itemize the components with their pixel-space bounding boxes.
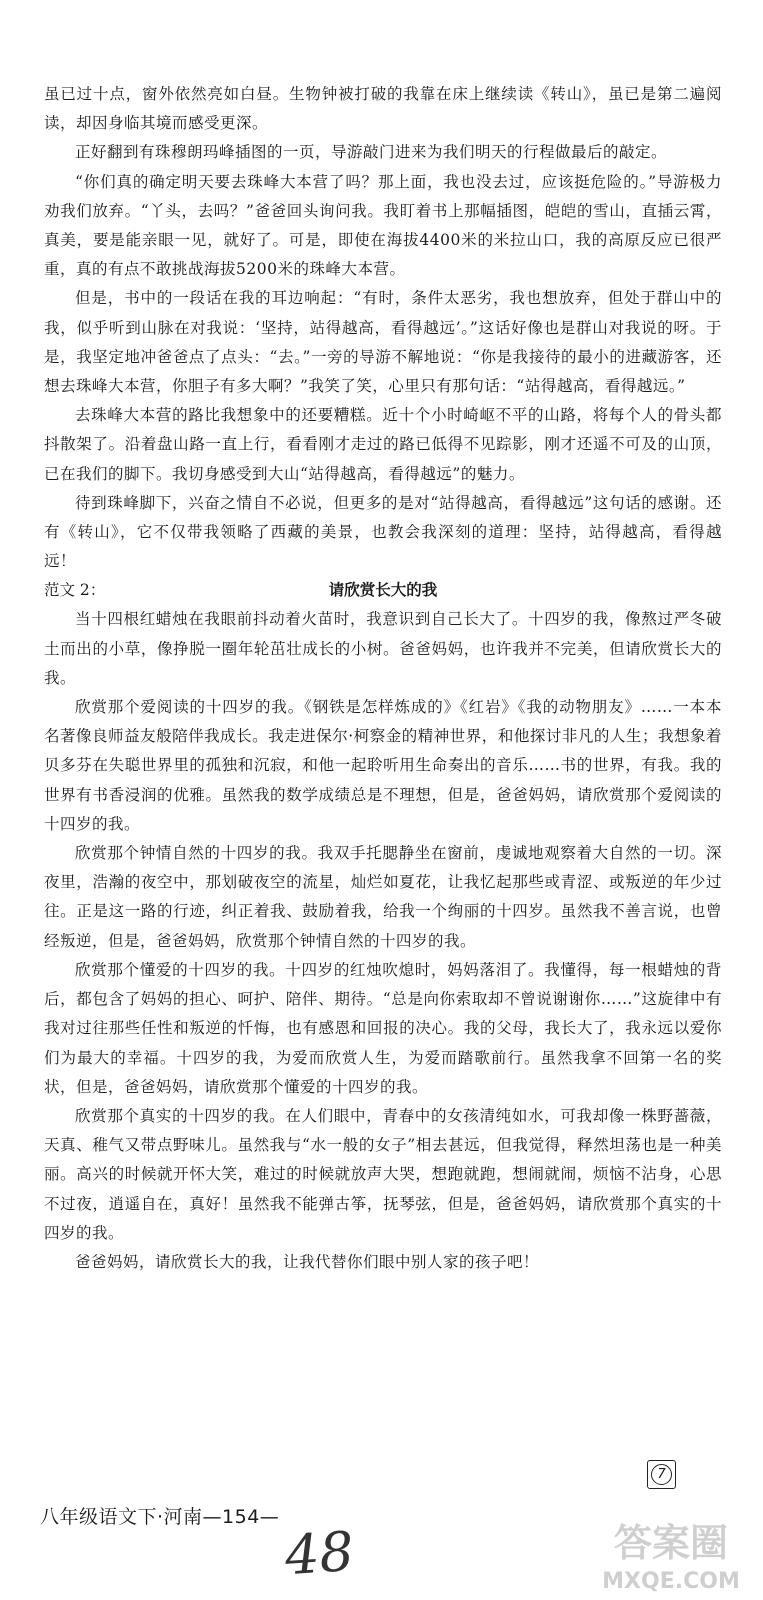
paragraph: 去珠峰大本营的路比我想象中的还要糟糕。近十个小时崎岖不平的山路，将每个人的骨头都抖散架了。沿着盘山路一直上行，看看刚才走过的路已低得不见踪影，刚才还遥不可及的山顶，已在我们的脚下。我切身感受到大山“站得越高，看得越远”的魅力。	[44, 406, 722, 483]
paragraph: 爸爸妈妈，请欣赏长大的我，让我代替你们眼中别人家的孩子吧！	[75, 1252, 540, 1271]
essay-2-label: 范文 2：	[44, 581, 106, 600]
page-marker-number: 7	[651, 1464, 672, 1485]
paragraph: 但是，书中的一段话在我的耳边响起：“有时，条件太恶劣，我也想放弃，但处于群山中的我，似乎听到山脉在对我说：‘坚持，站得越高，看得越远’。”这话好像也是群山对我说的呀。于是，我坚定地冲爸爸点了点头：“去。”一旁的导游不解地说：“你是我接待的最小的进藏游客，还想去珠峰大本营，你胆子有多大啊？”我笑了笑，心里只有那句话：“站得越高，看得越远。”	[44, 289, 722, 396]
paragraph: 待到珠峰脚下，兴奋之情自不必说，但更多的是对“站得越高，看得越远”这句话的感谢。还有《转山》，它不仅带我领略了西藏的美景，也教会我深刻的道理：坚持，站得越高，看得越远！	[44, 493, 722, 571]
essay-text	[44, 80, 722, 1277]
page-marker-box	[647, 1460, 676, 1489]
essay-2-title: 请欣赏长大的我	[328, 581, 438, 600]
paragraph: 当十四根红蜡烛在我眼前抖动着火苗时，我意识到自己长大了。十四岁的我，像熬过严冬破土而出的小草，像挣脱一圈年轮茁壮成长的小树。爸爸妈妈，也许我并不完美，但请欣赏长大的我。	[44, 610, 722, 687]
paragraph: 欣赏那个懂爱的十四岁的我。十四岁的红烛吹熄时，妈妈落泪了。我懂得，每一根蜡烛的背后，都包含了妈妈的担心、呵护、陪伴、期待。“总是向你索取却不曾说谢谢你……”这旋律中有我对过往那些任性和叛逆的忏悔，也有感恩和回报的决心。我的父母，我长大了，我永远以爱你们为最大的幸福。十四岁的我，为爱而欣赏人生，为爱而踏歌前行。虽然我拿不回第一名的奖状，但是，爸爸妈妈，请欣赏那个懂爱的十四岁的我。	[44, 960, 722, 1096]
svg-text:答案圈: 答案圈	[613, 1521, 729, 1565]
paragraph: 欣赏那个爱阅读的十四岁的我。《钢铁是怎样炼成的》《红岩》《我的动物朋友》……一本本名著像良师益友般陪伴我成长。我走进保尔·柯察金的精神世界，和他探讨非凡的人生；我想象着贝多芬在失聪世界里的孤独和沉寂，和他一起聆听用生命奏出的音乐……书的世界，有我。我的世界有书香浸润的优雅。虽然我的数学成绩总是不理想，但是，爸爸妈妈，请欣赏那个爱阅读的十四岁的我。	[44, 698, 722, 833]
paragraph: 欣赏那个钟情自然的十四岁的我。我双手托腮静坐在窗前，虔诚地观察着大自然的一切。深夜里，浩瀚的夜空中，那划破夜空的流星，灿烂如夏花，让我忆起那些或青涩、或叛逆的年少过往。正是这一路的行迹，纠正着我、鼓励着我，给我一个绚丽的十四岁。虽然我不善言说，也曾经叛逆，但是，爸爸妈妈，欣赏那个钟情自然的十四岁的我。	[44, 844, 722, 950]
svg-text:MXQE.COM: MXQE.COM	[602, 1569, 740, 1594]
paragraph: 正好翻到有珠穆朗玛峰插图的一页，导游敲门进来为我们明天的行程做最后的敲定。	[75, 143, 668, 162]
paragraph: “你们真的确定明天要去珠峰大本营了吗？那上面，我也没去过，应该挺危险的。”导游极力劝我们放弃。“丫头，去吗？”爸爸回头询问我。我盯着书上那幅插图，皑皑的雪山，直插云霄，真美，要是能亲眼一见，就好了。可是，即使在海拔4400米的米拉山口，我的高原反应已很严重，真的有点不敢挑战海拔5200米的珠峰大本营。	[44, 172, 722, 279]
watermark-logo	[585, 1518, 757, 1596]
handwritten-number: 48	[282, 1519, 356, 1588]
essay-2-heading	[44, 576, 722, 605]
paragraph: 欣赏那个真实的十四岁的我。在人们眼中，青春中的女孩清纯如水，可我却像一株野蔷薇，天真、稚气又带点野味儿。虽然我与“水一般的女子”相去甚远，但我觉得，释然坦荡也是一种美丽。高兴的时候就开怀大笑，难过的时候就放声大哭，想跑就跑，想闹就闹，烦恼不沾身，心思不过夜，逍遥自在，真好！虽然我不能弹古筝，抚琴弦，但是，爸爸妈妈，请欣赏那个真实的十四岁的我。	[44, 1106, 722, 1242]
paragraph: 虽已过十点，窗外依然亮如白昼。生物钟被打破的我靠在床上继续读《转山》，虽已是第二遍阅读，却因身临其境而感受更深。	[44, 85, 722, 133]
page-footer: 八年级语文下·河南—154—	[40, 1506, 280, 1528]
